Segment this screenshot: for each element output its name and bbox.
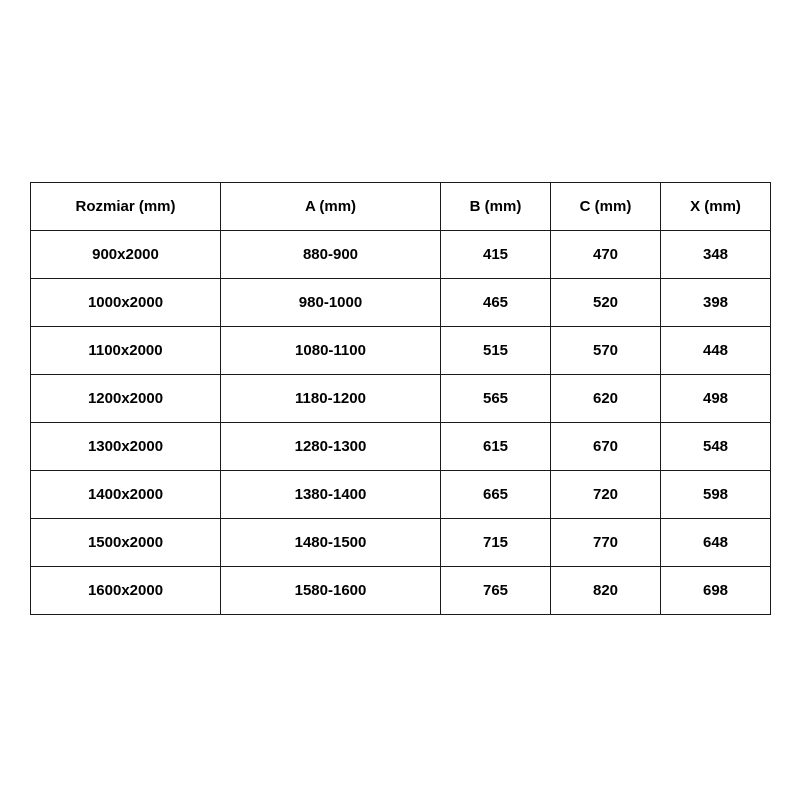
cell-c: 670	[551, 423, 661, 471]
cell-a: 1280-1300	[221, 423, 441, 471]
cell-size: 900x2000	[31, 231, 221, 279]
cell-x: 648	[661, 519, 771, 567]
cell-size: 1600x2000	[31, 567, 221, 615]
cell-c: 520	[551, 279, 661, 327]
cell-a: 1580-1600	[221, 567, 441, 615]
cell-x: 548	[661, 423, 771, 471]
cell-b: 465	[441, 279, 551, 327]
cell-a: 1080-1100	[221, 327, 441, 375]
cell-size: 1100x2000	[31, 327, 221, 375]
cell-x: 398	[661, 279, 771, 327]
cell-b: 765	[441, 567, 551, 615]
cell-a: 1480-1500	[221, 519, 441, 567]
table-row	[31, 519, 771, 567]
cell-b: 415	[441, 231, 551, 279]
cell-size: 1300x2000	[31, 423, 221, 471]
cell-c: 470	[551, 231, 661, 279]
table-header-row	[31, 183, 771, 231]
table-row	[31, 423, 771, 471]
cell-c: 620	[551, 375, 661, 423]
column-header-c: C (mm)	[551, 183, 661, 231]
cell-a: 980-1000	[221, 279, 441, 327]
column-header-x: X (mm)	[661, 183, 771, 231]
cell-x: 498	[661, 375, 771, 423]
spec-table	[30, 182, 771, 615]
column-header-b: B (mm)	[441, 183, 551, 231]
column-header-a: A (mm)	[221, 183, 441, 231]
column-header-size: Rozmiar (mm)	[31, 183, 221, 231]
cell-x: 598	[661, 471, 771, 519]
table-row	[31, 279, 771, 327]
cell-size: 1200x2000	[31, 375, 221, 423]
cell-b: 515	[441, 327, 551, 375]
table-row	[31, 231, 771, 279]
cell-size: 1000x2000	[31, 279, 221, 327]
cell-a: 880-900	[221, 231, 441, 279]
cell-b: 615	[441, 423, 551, 471]
table-row	[31, 327, 771, 375]
cell-b: 715	[441, 519, 551, 567]
table-row	[31, 375, 771, 423]
cell-a: 1380-1400	[221, 471, 441, 519]
cell-size: 1400x2000	[31, 471, 221, 519]
cell-a: 1180-1200	[221, 375, 441, 423]
cell-x: 348	[661, 231, 771, 279]
cell-c: 720	[551, 471, 661, 519]
cell-x: 448	[661, 327, 771, 375]
cell-b: 565	[441, 375, 551, 423]
cell-c: 570	[551, 327, 661, 375]
table-row	[31, 471, 771, 519]
spec-table-container	[30, 182, 770, 615]
cell-size: 1500x2000	[31, 519, 221, 567]
cell-b: 665	[441, 471, 551, 519]
cell-c: 770	[551, 519, 661, 567]
cell-c: 820	[551, 567, 661, 615]
table-row	[31, 567, 771, 615]
cell-x: 698	[661, 567, 771, 615]
